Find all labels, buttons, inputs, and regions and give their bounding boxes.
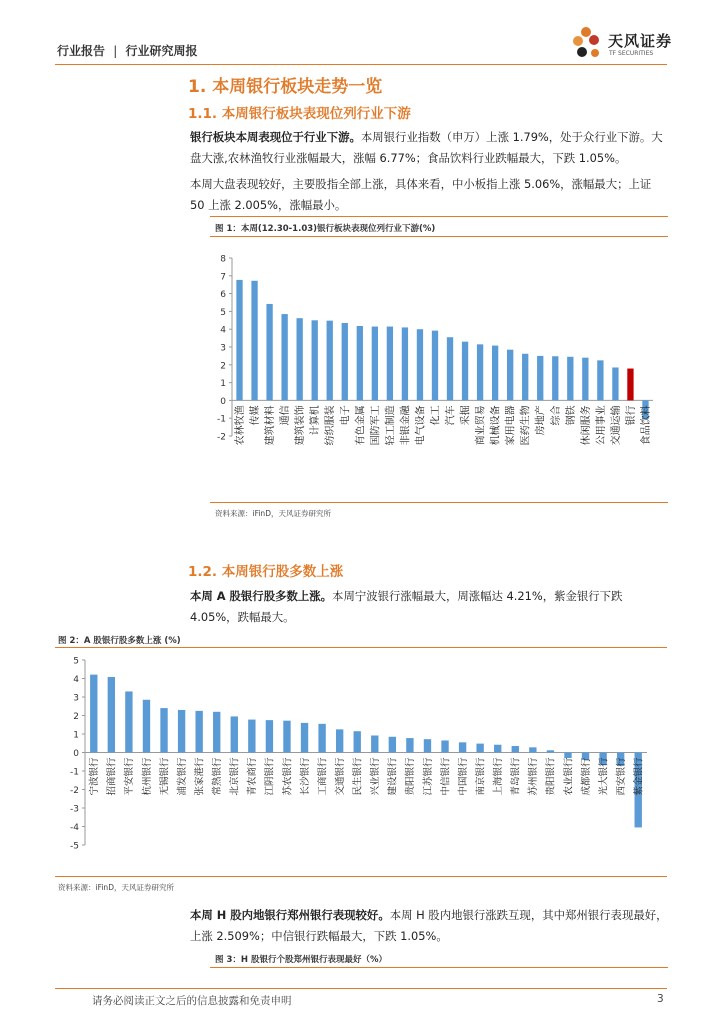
- bar-青岛银行: [512, 746, 519, 752]
- category-label: 江阴银行: [264, 757, 276, 796]
- figure-2-bottom-rule: [55, 876, 667, 877]
- bar-工商银行: [318, 724, 325, 753]
- figure-3-title-rule: [210, 967, 668, 968]
- category-label: 苏农银行: [282, 757, 294, 796]
- figure-2-title-rule: [55, 647, 667, 648]
- category-label: 苏州银行: [528, 757, 540, 796]
- chart-bank-stocks: [55, 650, 667, 872]
- category-label: 综合: [550, 405, 562, 426]
- category-label: 工商银行: [317, 757, 329, 796]
- bar-汽车: [447, 337, 453, 400]
- category-label: 兴业银行: [370, 757, 382, 796]
- category-label: 贵阳银行: [545, 757, 557, 796]
- category-label: 江苏银行: [422, 757, 434, 796]
- bar-钢铁: [567, 357, 573, 401]
- paragraph-h-lead: 本周 H 股内地银行郑州银行表现较好。: [190, 908, 390, 922]
- bar-中信银行: [441, 740, 448, 752]
- category-label: 青岛银行: [510, 757, 522, 796]
- figure-1-source: 资料来源：iFinD，天风证券研究所: [215, 509, 331, 518]
- category-label: 农林牧渔: [235, 405, 247, 446]
- category-label: 房地产: [535, 405, 547, 436]
- bar-青农商行: [248, 720, 255, 753]
- category-label: 上海银行: [493, 757, 505, 796]
- bar-计算机: [312, 320, 318, 400]
- bar-交通银行: [336, 729, 343, 752]
- figure-title-rule: [210, 236, 668, 237]
- category-label: 化工: [430, 405, 442, 426]
- y-tick-label: 2: [220, 361, 226, 372]
- category-label: 电气设备: [415, 405, 427, 446]
- category-label: 中信银行: [440, 757, 452, 796]
- category-label: 北京银行: [229, 757, 241, 796]
- figure-2-source: 资料来源：iFinD，天风证券研究所: [58, 883, 174, 892]
- bar-江阴银行: [266, 720, 273, 752]
- bar-苏州银行: [529, 747, 536, 752]
- bar-有色金属: [357, 326, 363, 400]
- y-tick-label: 2: [73, 712, 79, 722]
- bar-浦发银行: [178, 710, 185, 753]
- logo-text-en: TF SECURITIES: [609, 50, 654, 57]
- header-divider: [55, 64, 667, 65]
- paragraph-lead: 银行板块本周表现位于行业下游。: [190, 130, 361, 144]
- chart-industry-returns: [205, 248, 665, 498]
- category-label: 招商银行: [106, 757, 118, 796]
- category-label: 成都银行: [580, 757, 592, 796]
- y-tick-label: 4: [220, 325, 226, 336]
- category-label: 休闲服务: [580, 405, 592, 446]
- category-label: 贵阳银行: [405, 757, 417, 796]
- bar-兴业银行: [371, 735, 378, 752]
- y-tick-label: -2: [217, 432, 226, 443]
- bar-贵阳银行: [406, 738, 413, 752]
- category-label: 计算机: [310, 405, 322, 436]
- category-label: 民生银行: [352, 757, 364, 796]
- report-category: 行业报告: [57, 44, 106, 58]
- footer-disclaimer: 请务必阅读正文之后的信息披露和免责申明: [92, 995, 292, 1007]
- bar-平安银行: [125, 691, 132, 752]
- category-label: 采掘: [460, 405, 472, 426]
- header-separator: |: [113, 44, 118, 58]
- category-label: 杭州银行: [141, 757, 153, 796]
- bar-房地产: [537, 356, 543, 401]
- category-label: 传媒: [250, 405, 262, 426]
- bar-北京银行: [231, 716, 238, 752]
- category-label: 医药生物: [520, 405, 532, 446]
- bar-苏农银行: [283, 721, 290, 753]
- category-label: 银行: [625, 405, 637, 426]
- category-label: 建筑材料: [265, 405, 277, 446]
- footer-divider: [55, 988, 667, 989]
- y-tick-label: 5: [73, 656, 79, 667]
- category-label: 宁波银行: [89, 757, 101, 796]
- bar-江苏银行: [424, 739, 431, 752]
- category-label: 有色金属: [355, 405, 367, 446]
- bar-杭州银行: [143, 700, 150, 753]
- bar-建筑装饰: [297, 318, 303, 400]
- y-tick-label: -1: [217, 414, 226, 425]
- category-label: 家用电器: [505, 405, 517, 446]
- y-tick-label: 8: [220, 254, 226, 265]
- category-label: 南京银行: [475, 757, 487, 796]
- subsection-title-2: 1.2. 本周银行股多数上涨: [188, 564, 344, 580]
- report-header: [57, 42, 197, 59]
- y-tick-label: -2: [70, 786, 79, 796]
- category-label: 钢铁: [565, 405, 577, 426]
- y-tick-label: 1: [220, 379, 226, 390]
- bar-化工: [432, 331, 438, 401]
- bar-国防军工: [372, 327, 378, 401]
- y-tick-label: 0: [220, 396, 226, 407]
- bar-无锡银行: [160, 708, 167, 752]
- report-subcategory: 行业研究周报: [125, 44, 198, 58]
- paragraph-industry: [190, 127, 668, 169]
- y-tick-label: 1: [73, 730, 79, 741]
- bar-南京银行: [476, 744, 483, 753]
- y-tick-label: 7: [220, 272, 226, 283]
- bar-公用事业: [597, 360, 603, 400]
- category-label: 公用事业: [595, 405, 607, 446]
- y-tick-label: 5: [220, 307, 226, 318]
- section-title: 1. 本周银行板块走势一览: [188, 77, 383, 97]
- bar-非银金融: [402, 327, 408, 400]
- bar-建筑材料: [266, 304, 272, 400]
- paragraph-a-body: 本周宁波银行涨幅最大，周涨幅达 4.21%，紫金银行下跌 4.05%，跌幅最大。: [190, 589, 623, 624]
- bar-贵阳银行: [547, 750, 554, 752]
- y-tick-label: -1: [70, 767, 79, 778]
- category-label: 紫金银行: [633, 757, 645, 796]
- bar-交通运输: [612, 367, 618, 400]
- category-label: 轻工制造: [385, 405, 397, 446]
- bar-商业贸易: [477, 344, 483, 400]
- figure-2-title: 图 2：A 股银行股多数上涨 (%): [58, 636, 181, 646]
- category-label: 青农商行: [247, 757, 259, 796]
- bar-招商银行: [108, 677, 115, 752]
- bar-电气设备: [417, 329, 423, 400]
- paragraph-body: 本周银行业指数（申万）上涨 1.79%，处于众行业下游。大盘大涨,农林渔牧行业涨幅最大，涨幅 6.77%；食品饮料行业跌幅最大，下跌 1.05%。: [190, 130, 663, 165]
- category-label: 建筑装饰: [295, 405, 307, 446]
- logo-flower-icon: [570, 24, 610, 64]
- bar-上海银行: [494, 745, 501, 753]
- y-tick-label: 6: [220, 290, 226, 301]
- bar-张家港行: [195, 711, 202, 753]
- category-label: 建设银行: [387, 757, 399, 796]
- paragraph-h-shares: [190, 905, 668, 947]
- category-label: 中国银行: [457, 757, 469, 796]
- category-label: 食品饮料: [640, 405, 652, 446]
- bar-宁波银行: [90, 675, 97, 753]
- bar-综合: [552, 356, 558, 400]
- y-tick-label: -5: [70, 841, 79, 852]
- category-label: 通信: [280, 405, 292, 426]
- category-label: 机械设备: [490, 405, 502, 446]
- category-label: 农业银行: [563, 757, 575, 796]
- category-label: 非银金融: [400, 405, 412, 446]
- figure-3-title: 图 3：H 股银行个股郑州银行表现最好（%）: [215, 955, 387, 965]
- category-label: 纺织服装: [325, 405, 337, 446]
- bar-中国银行: [459, 742, 466, 752]
- category-label: 国防军工: [370, 405, 382, 446]
- category-label: 商业贸易: [475, 405, 487, 446]
- bar-常熟银行: [213, 712, 220, 753]
- paragraph-market: 本周大盘表现较好，主要股指全部上涨，具体来看，中小板指上涨 5.06%，涨幅最大；上证 50 上涨 2.005%，涨幅最小。: [190, 177, 652, 212]
- bar-建设银行: [389, 737, 396, 753]
- bar-医药生物: [522, 354, 528, 401]
- category-label: 汽车: [445, 405, 457, 426]
- bar-机械设备: [492, 346, 498, 401]
- category-label: 交通银行: [334, 757, 346, 796]
- figure-top-rule: [210, 216, 668, 217]
- category-label: 浦发银行: [176, 757, 188, 796]
- bar-长沙银行: [301, 723, 308, 753]
- bar-传媒: [251, 281, 257, 401]
- bar-通信: [281, 314, 287, 400]
- bar-休闲服务: [582, 358, 588, 401]
- bar-家用电器: [507, 350, 513, 401]
- category-label: 平安银行: [124, 757, 136, 796]
- paragraph-h-body: 本周 H 股内地银行涨跌互现，其中郑州银行表现最好，上涨 2.509%；中信银行跌幅最大，下跌 1.05%。: [190, 908, 668, 943]
- bar-采掘: [462, 342, 468, 401]
- category-label: 张家港行: [194, 757, 206, 796]
- paragraph-a-shares: [190, 586, 668, 628]
- category-label: 长沙银行: [299, 757, 311, 796]
- subsection-title: 1.1. 本周银行板块表现位列行业下游: [188, 106, 411, 122]
- y-tick-label: -4: [70, 823, 79, 833]
- category-label: 西安银行: [615, 757, 627, 796]
- y-tick-label: 4: [73, 675, 79, 685]
- category-label: 无锡银行: [159, 757, 171, 796]
- category-label: 交通运输: [610, 405, 622, 446]
- page-number: 3: [657, 993, 664, 1005]
- category-label: 光大银行: [598, 757, 610, 796]
- paragraph-a-lead: 本周 A 股银行股多数上涨。: [190, 589, 333, 603]
- figure-1-title: 图 1：本周(12.30-1.03)银行板块表现位列行业下游(%): [215, 224, 436, 234]
- bar-农业银行: [564, 753, 571, 759]
- bar-农林牧渔: [236, 280, 242, 401]
- y-tick-label: 0: [73, 749, 79, 759]
- figure-1-bottom-rule: [210, 502, 668, 503]
- y-tick-label: -3: [70, 804, 79, 815]
- category-label: 电子: [340, 405, 352, 426]
- bar-轻工制造: [387, 327, 393, 401]
- bar-民生银行: [354, 731, 361, 752]
- y-tick-label: 3: [73, 693, 79, 704]
- logo-text-cn: 天风证券: [608, 32, 673, 50]
- y-tick-label: 3: [220, 343, 226, 354]
- bar-银行: [627, 369, 633, 401]
- category-label: 常熟银行: [212, 757, 224, 796]
- bar-纺织服装: [327, 321, 333, 401]
- bar-电子: [342, 323, 348, 400]
